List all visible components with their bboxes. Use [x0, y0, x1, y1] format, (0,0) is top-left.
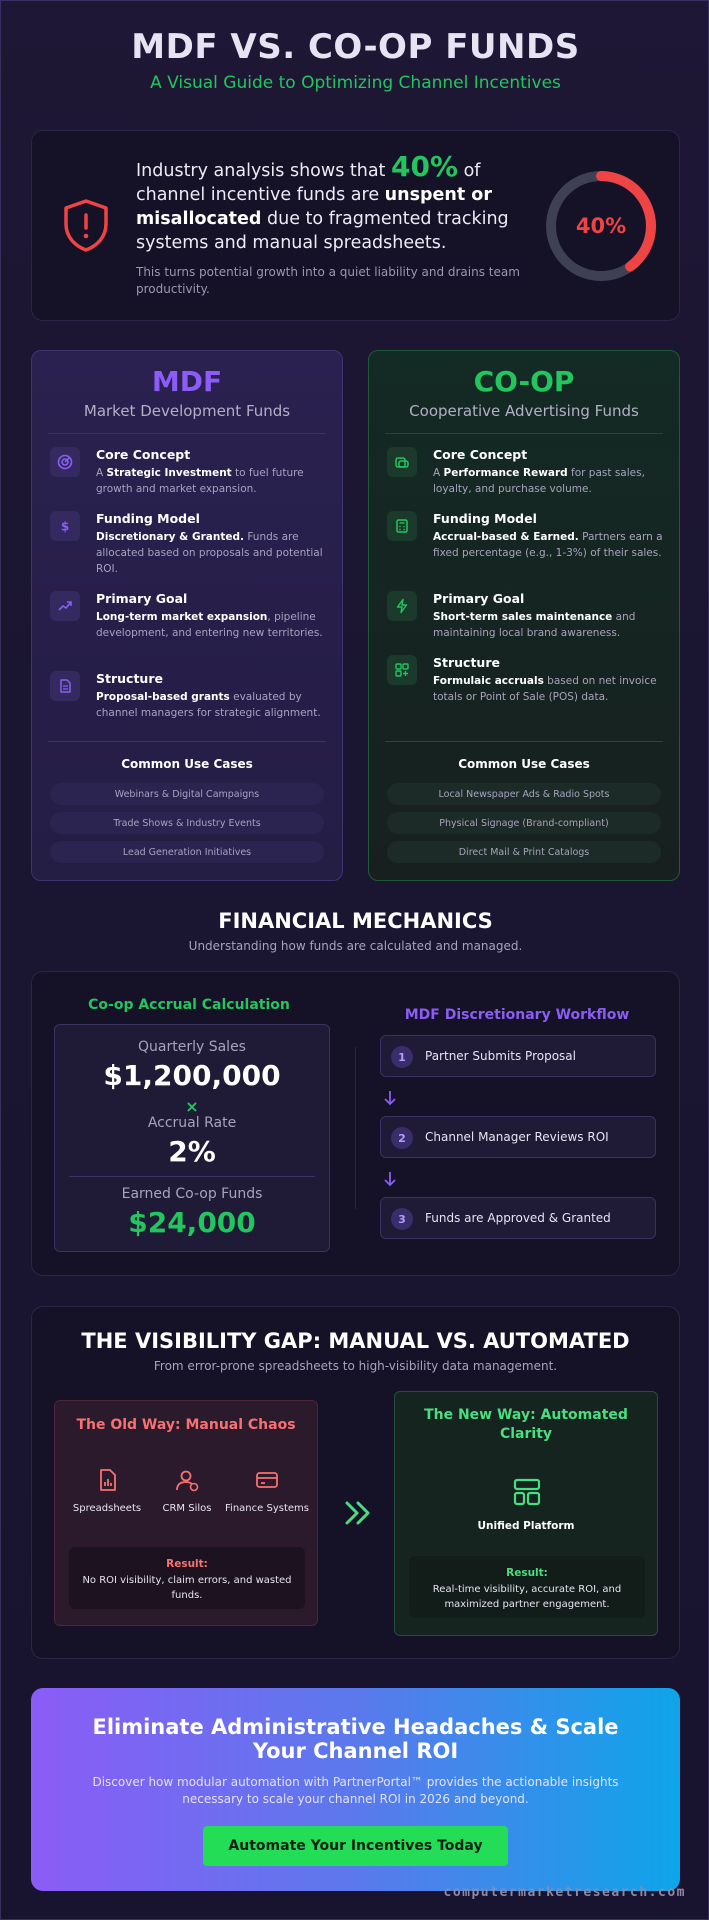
calculator-icon — [387, 511, 417, 541]
mdf-title: MDF — [151, 365, 223, 398]
feature-desc — [96, 609, 330, 641]
visibility-subtitle: From error-prone spreadsheets to high-visibility data management. — [153, 1359, 558, 1373]
credit-card-icon — [254, 1467, 280, 1493]
step-text: Funds are Approved & Granted — [425, 1211, 611, 1225]
feature-title: Primary Goal — [433, 591, 525, 606]
old-item-finance — [223, 1467, 311, 1514]
cta-banner — [31, 1688, 680, 1891]
new-result-text: Real-time visibility, accurate ROI, and maximized partner engagement. — [432, 1584, 622, 1610]
old-item-label: CRM Silos — [162, 1503, 212, 1514]
use-case-pill: Trade Shows & Industry Events — [50, 812, 324, 834]
divider — [48, 741, 326, 742]
spreadsheet-icon — [94, 1467, 120, 1493]
step-number: 3 — [391, 1208, 413, 1230]
double-chevron-right-icon — [342, 1497, 374, 1529]
old-item-crm — [143, 1467, 231, 1514]
step-number: 2 — [391, 1127, 413, 1149]
intro-card — [31, 130, 680, 321]
step-text: Partner Submits Proposal — [425, 1049, 576, 1063]
earned-value: $24,000 — [128, 1206, 256, 1239]
visibility-gap-card — [31, 1306, 680, 1659]
cta-subtitle: Discover how modular automation with PartnerPortal™ provides the actionable insights necessary to scale your channel ROI in 2026 and beyond. — [92, 1775, 619, 1806]
coins-icon — [387, 447, 417, 477]
feature-desc-bold: Formulaic accruals — [433, 675, 544, 687]
feature-title: Core Concept — [96, 447, 191, 462]
feature-title: Primary Goal — [96, 591, 188, 606]
intro-percent: 40% — [390, 150, 459, 183]
use-case-pill: Local Newspaper Ads & Radio Spots — [387, 783, 661, 805]
use-case-pill: Webinars & Digital Campaigns — [50, 783, 324, 805]
feature-desc-rest: based on net invoice totals or Point of Sale (POS) data. — [433, 675, 657, 703]
target-icon — [50, 447, 80, 477]
visibility-title: THE VISIBILITY GAP: MANUAL VS. AUTOMATED — [81, 1329, 630, 1353]
grid-plus-icon — [387, 655, 417, 685]
mdf-card — [31, 350, 343, 881]
document-icon — [50, 671, 80, 701]
step-text: Channel Manager Reviews ROI — [425, 1130, 609, 1144]
new-way-label: Unified Platform — [477, 1520, 575, 1532]
trending-up-icon — [50, 591, 80, 621]
page-title: MDF VS. CO-OP FUNDS — [131, 27, 580, 67]
header — [1, 27, 709, 93]
financial-header — [1, 909, 709, 953]
workflow-step — [380, 1116, 656, 1158]
financial-card — [31, 971, 680, 1276]
divider — [69, 1176, 315, 1177]
coop-card — [368, 350, 680, 881]
rate-value: 2% — [168, 1135, 216, 1168]
feature-desc-rest: Funds are allocated based on proposals and potential ROI. — [96, 531, 323, 575]
new-way-box — [394, 1391, 658, 1636]
mdf-subtitle: Market Development Funds — [83, 402, 291, 420]
feature-desc-rest: , pipeline development, and entering new territories. — [96, 611, 323, 639]
divider — [385, 741, 663, 742]
feature-title: Funding Model — [96, 511, 200, 526]
financial-subtitle: Understanding how funds are calculated and managed. — [188, 939, 523, 953]
intro-text-after: due to fragmented tracking systems and manual spreadsheets. — [136, 209, 509, 253]
feature-title: Funding Model — [433, 511, 537, 526]
rate-label: Accrual Rate — [147, 1115, 237, 1131]
use-case-pill: Lead Generation Initiatives — [50, 841, 324, 863]
crm-users-icon — [174, 1467, 200, 1493]
feature-desc-bold: Short-term sales maintenance — [433, 611, 613, 623]
new-result — [409, 1556, 645, 1618]
feature-desc — [433, 465, 667, 497]
feature-desc-rest: for past sales, loyalty, and purchase volume. — [433, 467, 645, 495]
old-result-text: No ROI visibility, claim errors, and wasted funds. — [82, 1575, 292, 1601]
feature-desc-rest: Partners earn a fixed percentage (e.g., 1-3%) of their sales. — [433, 531, 663, 559]
feature-desc-rest: to fuel future growth and market expansion. — [96, 467, 304, 495]
automate-incentives-button[interactable]: Automate Your Incentives Today — [203, 1826, 508, 1866]
calc-title: Co-op Accrual Calculation — [88, 997, 290, 1013]
feature-title: Structure — [433, 655, 500, 670]
page-subtitle: A Visual Guide to Optimizing Channel Incentives — [150, 73, 561, 93]
new-result-label: Result: — [506, 1567, 548, 1579]
svg-text:$: $ — [60, 519, 70, 534]
arrow-down-icon — [381, 1170, 399, 1188]
financial-title: FINANCIAL MECHANICS — [218, 909, 493, 933]
feature-desc-rest: evaluated by channel managers for strategic alignment. — [96, 691, 321, 719]
intro-subtext: This turns potential growth into a quiet liability and drains team productivity. — [136, 265, 520, 296]
dollar-icon — [50, 511, 80, 541]
divider — [48, 433, 326, 434]
feature-desc — [433, 673, 667, 705]
arrow-down-icon — [381, 1089, 399, 1107]
old-item-spreadsheets — [63, 1467, 151, 1514]
feature-desc — [433, 609, 667, 641]
intro-statement — [136, 150, 526, 255]
feature-desc-rest: and maintaining local brand awareness. — [433, 611, 636, 639]
intro-text-before: Industry analysis shows that — [136, 161, 391, 181]
old-item-label: Finance Systems — [225, 1503, 309, 1514]
step-number: 1 — [391, 1046, 413, 1068]
use-case-pill: Direct Mail & Print Catalogs — [387, 841, 661, 863]
feature-desc — [433, 529, 667, 561]
times-sign: × — [185, 1097, 199, 1116]
use-cases-title: Common Use Cases — [121, 757, 253, 771]
intro-text-mid: of channel incentive funds are — [136, 161, 481, 205]
feature-desc-pre: A — [433, 467, 444, 479]
old-way-title: The Old Way: Manual Chaos — [76, 1417, 296, 1433]
feature-desc-bold: Strategic Investment — [106, 467, 232, 479]
feature-desc-bold: Long-term market expansion — [96, 611, 268, 623]
old-item-label: Spreadsheets — [72, 1503, 142, 1514]
feature-desc-pre: A — [96, 467, 107, 479]
feature-desc-bold: Discretionary & Granted. — [96, 531, 244, 543]
old-result — [69, 1547, 305, 1609]
footer-site[interactable]: computermarketresearch.com — [443, 1885, 686, 1900]
cta-title: Eliminate Administrative Headaches & Scale Your Channel ROI — [92, 1715, 619, 1763]
coop-subtitle: Cooperative Advertising Funds — [409, 402, 639, 420]
old-way-box — [54, 1400, 318, 1626]
divider — [355, 1047, 356, 1209]
feature-desc-bold: Accrual-based & Earned. — [433, 531, 579, 543]
divider — [385, 433, 663, 434]
earned-label: Earned Co-op Funds — [121, 1186, 263, 1202]
sales-value: $1,200,000 — [103, 1059, 281, 1092]
shield-alert-icon — [60, 197, 112, 253]
feature-desc-bold: Proposal-based grants — [96, 691, 230, 703]
workflow-title: MDF Discretionary Workflow — [404, 1007, 630, 1023]
coop-title: CO-OP — [473, 365, 575, 398]
feature-desc — [96, 529, 330, 577]
sales-label: Quarterly Sales — [138, 1039, 246, 1055]
layout-icon — [511, 1476, 543, 1508]
old-result-label: Result: — [166, 1558, 208, 1570]
new-way-title: The New Way: Automated Clarity — [424, 1407, 628, 1442]
workflow-step — [380, 1035, 656, 1077]
intro-emphasis: unspent or misallocated — [136, 185, 492, 229]
workflow-step — [380, 1197, 656, 1239]
feature-title: Structure — [96, 671, 163, 686]
use-case-pill: Physical Signage (Brand-compliant) — [387, 812, 661, 834]
feature-desc — [96, 689, 330, 721]
percent-ring-label: 40% — [575, 214, 627, 238]
feature-title: Core Concept — [433, 447, 528, 462]
use-cases-title: Common Use Cases — [458, 757, 590, 771]
calc-box — [54, 1024, 330, 1252]
lightning-icon — [387, 591, 417, 621]
feature-desc — [96, 465, 330, 497]
feature-desc-bold: Performance Reward — [443, 467, 568, 479]
